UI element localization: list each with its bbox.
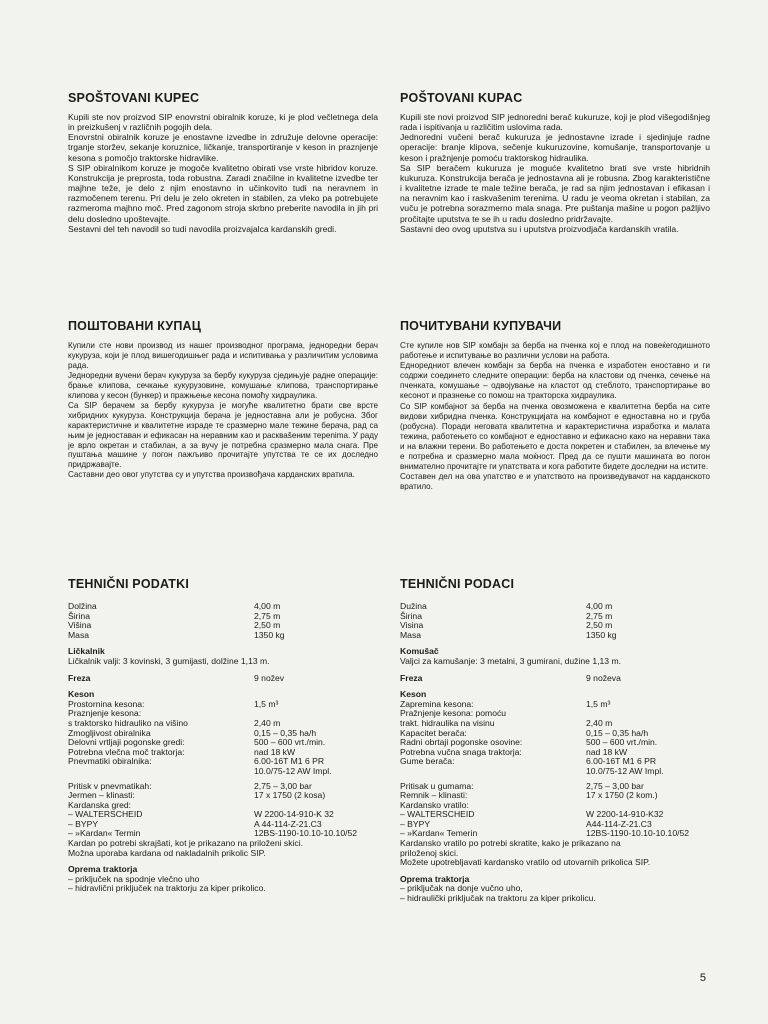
spec-row: Freza 9 nožev	[68, 672, 285, 683]
tech-specs-croatian: Dužina 4,00 m Širina 2,75 m Visina 2,50 m Masa 1350 kg Komušač Valjci za kamušanje: 3 metalni, 3 gumirani, dužine 1,13 m. Freza 9 noževa Keson Zapremina kesona: 1,5 m³ Pražnjenje kesona: pomoću trakt. hidraulika na visinu 2,40 m Kapacitet berača: 0,15 – 0,35 ha/h Radni obrtaji pogonske osovine: 500 – 600 vrt./min. Potrebna vučna snaga traktorja: nad 18 kW Gume berača: 6.00-16T M1 6 PR 10.0/75-12 AW Impl. Pritisak u gumama: 2,75 – 3,00 bar Remnik – klinasti: 17 x 1750 (2 kom.) Kardansko vratilo: – WALTERSCHEID W 2200-14-910-K32 – BYPY A44-114-Z-21.C3 – »Kardan« Temerin 12BS-1190-10.10-10.10/52 Kardansko vratilo po potrebi skratite, kako je prikazano na priloženoj skici. Možete upotrebljavati kardansko vratilo od utovarnih prikolica SIP. Oprema traktorja – priključak na donje vučno uho, – hidraulički priključak na traktoru za kiper prikolicu.	[400, 602, 740, 904]
subheading: Ličkalnik	[68, 646, 105, 657]
subheading: Oprema traktorja	[400, 873, 470, 884]
subheading: Keson	[400, 689, 427, 700]
text-serbian-cyrillic: Купили сте нови производ из нашег производног програма, једноредни берач кукуруза, који је плод вишегодишњег рада и испитивања у различитим условима рада. Једноредни вучени берач кукуруза за бербу кукуруза сједињује радне операције: брање клипова, сечкање кукурузовине, комушање клипова, транспортирање клипова у кесон (бункер) и пражњење кесона помоћу хидраулика. Са SIP берачем за бербу кукуруза је могуће квалитетно брати све врсте хибридних кукуруза. Конструкција берача је једноставна али је робусна. Због карактеристичне и квалитетне израде те сразмерно мале тежине берача, рад са њим је једноставан и ефикасан на неравним као и раскваšеним тереnima. У раду је врло окретан и стабилан, а за вучу је потребна сразмерно мала снага. Пре пуштања машине у погон пажљиво прочитајте упутства те се их доследно придржавајте. Саставни део овог упутства су и упутства произвођача карданских вратила.	[68, 341, 378, 480]
text-macedonian: Сте купиле нов SIP комбајн за берба на пченка кој е плод на повеќегодишното работење и испитување во различни услови на работа. Едноредниот влечен комбајн за берба на пченка е изработен еноставно и ги содржи соединето следните операции: берба на кластови од пченка, сечење на пченката, комушање – одвојување на кластот од стеблото, транспортирање во кесонот и празнење со помош на тракторска хидраулика. Со SIP комбајнот за берба на пченка овозможена е квалитетна берба на сите видови хибридна пченка. Конструкцијата на комбајнот е едноставна но и груба (робусна). Поради неговата квалитетна и карактеристична изработка и малата тежина, работењето со комбајнот е едноставно и ефикасно како на неравни така и на влажни терени. Во работењето е доста покретен и стабилен, за влечење му е потребна и сразмерно мала моќност. Пред да се пушти машината во погон внимателно прочитајте ги упатствата и кога работите бидете доследни на истите. Составен дел на ова упатство е и упатството на произведувачот на карданското вратило.	[400, 341, 710, 492]
spec-row: Masa 1350 kg	[68, 629, 285, 640]
heading-serbian-cyrillic: ПОШТОВАНИ КУПАЦ	[68, 319, 202, 333]
heading-tech-slovenian: TEHNIČNI PODATKI	[68, 577, 190, 591]
tech-specs-slovenian: Dolžina 4,00 m Širina 2,75 m Višina 2,50 m Masa 1350 kg Ličkalnik Ličkalnik valji: 3 kovinski, 3 gumijasti, dolžine 1,13 m. Freza 9 nožev Keson Prostornina kesona: 1,5 m³ Praznjenje kesona: s traktorsko hidrauliko na višino 2,40 m Zmogljivost obiralnika 0,15 – 0,35 ha/h Delovni vrtljaji pogonske gredi: 500 – 600 vrt./min. Potrebna vlečna moč traktorja: nad 18 kW Pnevmatiki obiralnika: 6.00-16T M1 6 PR 10.0/75-12 AW Impl. Pritisk v pnevmatikah: 2,75 – 3,00 bar Jermen – klinasti: 17 x 1750 (2 kosa) Kardanska gred: – WALTERSCHEID W 2200-14-910-K 32 – BYPY A 44-114-Z-21.C3 – »Kardan« Termin 12BS-1190-10.10-10.10/52 Kardan po potrebi skrajšati, kot je prikazano na priloženi skici. Možna uporaba kardana od nakladalnih prikolic SIP. Oprema traktorja – priključek na spodnje vlečno uho – hidravlični priključek na traktorju za kiper prikolico.	[68, 602, 388, 894]
heading-macedonian: ПОЧИТУВАНИ КУПУВАЧИ	[400, 319, 562, 333]
heading-croatian: POŠTOVANI KUPAC	[400, 91, 523, 105]
spec-row: Dolžina 4,00 m	[68, 601, 281, 611]
spec-row: Višina 2,50 m	[68, 620, 281, 631]
spec-row: Širina 2,75 m	[68, 610, 281, 621]
page-number: 5	[699, 972, 706, 984]
heading-tech-croatian: TEHNIČNI PODACI	[400, 577, 515, 591]
subheading: Oprema traktorja	[68, 864, 138, 875]
text-slovenian: Kupili ste nov proizvod SIP enovrstni obiralnik koruze, ki je plod večletnega dela in preizkušenj v različnih pogojih dela. Enovrstni obiralnik koruze je enostavne izvedbe in združuje delovne operacije: trganje storžev, sekanje koruznice, ličkanje, transportiranje v keson in praznjenje kesona s pomočjo traktorske hidravlike. S SIP obiralnikom koruze je mogoče kvalitetno obirati vse vrste hibridov koruze. Konstrukcija je preprosta, toda robustna. Zaradi značilne in kvalitetne izvedbe ter majhne teže, je delo z njim enostavno in učinkovito tudi na neravnem in razmočenem terenu. Pri delu je zelo okreten in stabilen, za vleko pa potrebujete razmeroma majhno moč. Pred zagonom stroja skrbno preberite navodila in jih pri delu dosledno upoštevajte. Sestavni del teh navodil so tudi navodila proizvajalca kardanskih gredi.	[68, 112, 378, 234]
text-croatian: Kupili ste novi proizvod SIP jednoredni berač kukuruze, koji je plod višegodišnjeg rada i ispitivanja u različitim uslovima rada. Jednoredni vučeni berač kukuruza je jednostavne izrade i sjedinjuje radne operacije: branje klipova, sečenje kukuruzovine, komušanje, transportovanje u keson i pražnjenje pomoću traktorskog hidraulika. Sa SIP beračem kukuruza je moguće kvalitetno brati sve vrste hibridnih kukuruza. Konstrukcija berača je jednostavna ali je robusna. Zbog karakterističnе i kvalitetne izrade te male težine berača, je rad sa njim jednostavan i efikasan i na neravnim kao i raskvašenim terenima. U radu je veoma okretan i stabilan, za vuču je potrebna sorazmerno mala snaga. Pre puštanja mašine u pogon pažljivo pročitajte uputstva te se ih u radu dosledno pridržavajte. Sastavni deo ovog uputstva su i uputstva proizvodjača kardanskih vratila.	[400, 112, 710, 234]
heading-slovenian: SPOŠTOVANI KUPEC	[68, 91, 200, 105]
subheading: Komušač	[400, 646, 439, 657]
subheading: Keson	[68, 689, 95, 700]
